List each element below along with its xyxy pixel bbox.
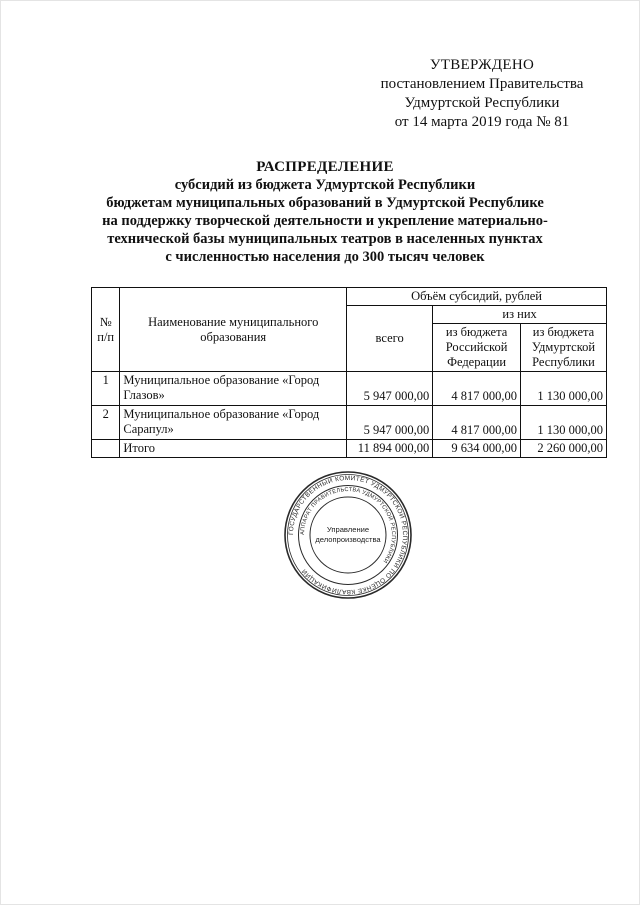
row-name: Муниципальное образование «Город Сарапул» bbox=[120, 406, 347, 440]
title-line-1: субсидий из бюджета Удмуртской Республики bbox=[174, 177, 476, 193]
header-ur: из бюджета Удмуртской Республики bbox=[520, 324, 606, 372]
approval-block bbox=[362, 56, 602, 132]
header-name: Наименование муниципального образования bbox=[120, 288, 347, 372]
approval-line-2: постановлением Правительства bbox=[380, 76, 584, 92]
title-line-4: технической базы муниципальных театров в населенных пунктах bbox=[107, 231, 543, 247]
seal-inner-text: АППАРАТ ПРАВИТЕЛЬСТВА УДМУРТСКОЙ РЕСПУБЛИКИ bbox=[299, 486, 397, 564]
summary-row bbox=[92, 440, 607, 458]
title-line-2: бюджетам муниципальных образований в Удмуртской Республике bbox=[106, 195, 544, 211]
approval-line-3: Удмуртской Республики bbox=[404, 95, 560, 111]
row-ur: 1 130 000,00 bbox=[520, 372, 606, 406]
header-num: № п/п bbox=[92, 288, 120, 372]
row-total: 5 947 000,00 bbox=[347, 372, 433, 406]
document-title bbox=[60, 158, 590, 266]
row-num: 2 bbox=[92, 406, 120, 440]
table-row bbox=[92, 406, 607, 440]
summary-total: 11 894 000,00 bbox=[347, 440, 433, 458]
seal-center-line-2: делопроизводства bbox=[315, 535, 381, 544]
header-volume: Объём субсидий, рублей bbox=[347, 288, 607, 306]
summary-num bbox=[92, 440, 120, 458]
header-of-them: из них bbox=[433, 306, 607, 324]
official-seal bbox=[283, 470, 413, 600]
seal-outer-text: ГОСУДАРСТВЕННЫЙ КОМИТЕТ УДМУРТСКОЙ РЕСПУБЛИКИ ПО ОЦЕНКЕ КВАЛИФИКАЦИИ bbox=[287, 474, 409, 596]
row-total: 5 947 000,00 bbox=[347, 406, 433, 440]
seal-center-line-1: Управление bbox=[326, 525, 370, 534]
subsidy-table bbox=[91, 287, 607, 458]
summary-ur: 2 260 000,00 bbox=[520, 440, 606, 458]
header-total: всего bbox=[347, 306, 433, 372]
row-name: Муниципальное образование «Город Глазов» bbox=[120, 372, 347, 406]
summary-rf: 9 634 000,00 bbox=[433, 440, 521, 458]
summary-label: Итого bbox=[120, 440, 347, 458]
title-heading: РАСПРЕДЕЛЕНИЕ bbox=[256, 159, 394, 175]
title-line-3: на поддержку творческой деятельности и укрепление материально- bbox=[102, 213, 548, 229]
header-rf: из бюджета Российской Федерации bbox=[433, 324, 521, 372]
row-num: 1 bbox=[92, 372, 120, 406]
title-line-5: с численностью населения до 300 тысяч человек bbox=[165, 249, 485, 265]
approval-line-4: от 14 марта 2019 года № 81 bbox=[394, 114, 570, 130]
row-rf: 4 817 000,00 bbox=[433, 372, 521, 406]
row-rf: 4 817 000,00 bbox=[433, 406, 521, 440]
row-ur: 1 130 000,00 bbox=[520, 406, 606, 440]
approval-heading: УТВЕРЖДЕНО bbox=[429, 57, 535, 73]
table-row bbox=[92, 372, 607, 406]
